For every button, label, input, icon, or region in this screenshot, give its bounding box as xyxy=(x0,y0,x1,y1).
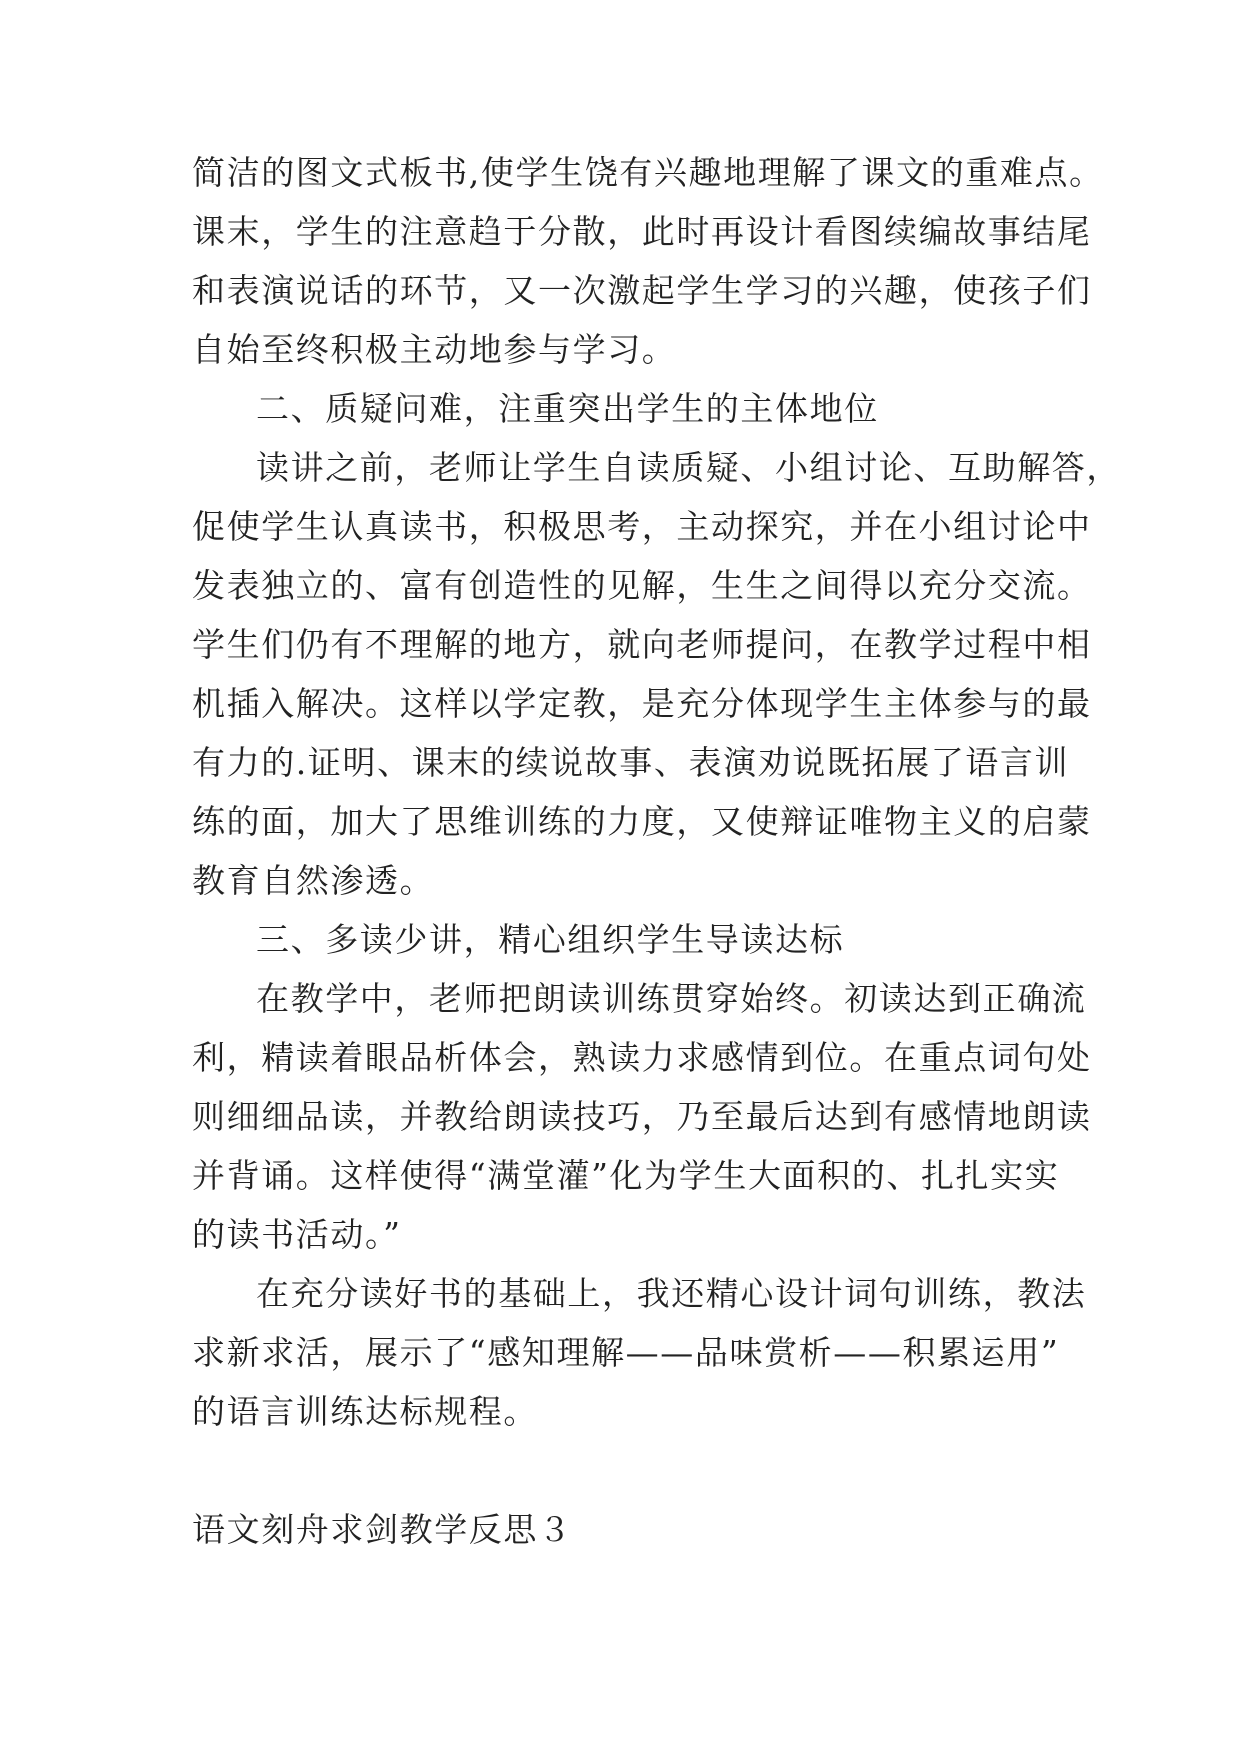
next-section-title: 语文刻舟求剑教学反思３ xyxy=(192,1510,573,1549)
text-line: 发表独立的、富有创造性的见解，生生之间得以充分交流。 xyxy=(192,566,1092,605)
text-line: 自始至终积极主动地参与学习。 xyxy=(192,330,677,369)
text-line: 的读书活动。” xyxy=(192,1215,402,1254)
text-line: 教育自然渗透。 xyxy=(192,861,435,900)
text-line: 则细细品读，并教给朗读技巧，乃至最后达到有感情地朗读 xyxy=(192,1097,1092,1136)
text-line: 的语言训练达标规程。 xyxy=(192,1392,538,1431)
text-line: 简洁的图文式板书,使学生饶有兴趣地理解了课文的重难点。 xyxy=(192,153,1104,192)
text-line: 机插入解决。这样以学定教，是充分体现学生主体参与的最 xyxy=(192,684,1092,723)
text-line: 并背诵。这样使得“满堂灌”化为学生大面积的、扎扎实实 xyxy=(192,1156,1060,1195)
paragraph-first-line: 读讲之前，老师让学生自读质疑、小组讨论、互助解答， xyxy=(256,448,1121,487)
section-heading: 二、质疑问难，注重突出学生的主体地位 xyxy=(256,389,879,428)
text-line: 利，精读着眼品析体会，熟读力求感情到位。在重点词句处 xyxy=(192,1038,1092,1077)
section-heading: 三、多读少讲，精心组织学生导读达标 xyxy=(256,920,845,959)
text-line: 有力的.证明、课末的续说故事、表演劝说既拓展了语言训 xyxy=(192,743,1070,782)
text-line: 求新求活，展示了“感知理解——品味赏析——积累运用” xyxy=(192,1333,1060,1372)
text-line: 和表演说话的环节，又一次激起学生学习的兴趣，使孩子们 xyxy=(192,271,1092,310)
text-line: 练的面，加大了思维训练的力度，又使辩证唯物主义的启蒙 xyxy=(192,802,1092,841)
paragraph-first-line: 在充分读好书的基础上，我还精心设计词句训练，教法 xyxy=(256,1274,1087,1313)
text-line: 学生们仍有不理解的地方，就向老师提问，在教学过程中相 xyxy=(192,625,1092,664)
text-line: 课末，学生的注意趋于分散，此时再设计看图续编故事结尾 xyxy=(192,212,1092,251)
paragraph-first-line: 在教学中，老师把朗读训练贯穿始终。初读达到正确流 xyxy=(256,979,1087,1018)
text-line: 促使学生认真读书，积极思考，主动探究，并在小组讨论中 xyxy=(192,507,1092,546)
